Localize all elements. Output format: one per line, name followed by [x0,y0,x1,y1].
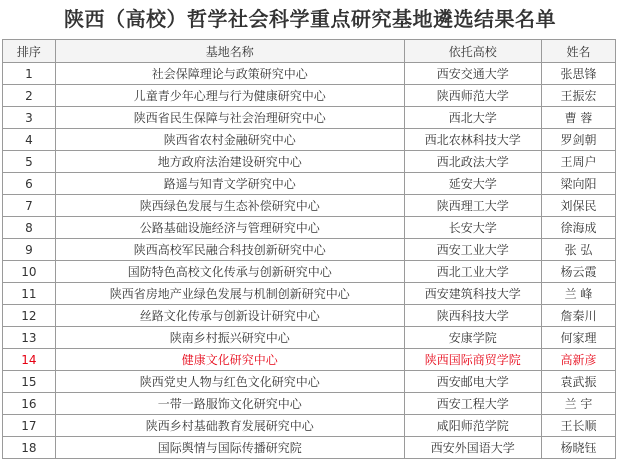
row-rank: 11 [3,283,56,305]
row-host-university: 西安外国语大学 [404,437,541,459]
row-rank: 3 [3,107,56,129]
table-row [3,85,616,107]
table-row [3,437,616,459]
row-base-name: 儿童青少年心理与行为健康研究中心 [55,85,404,107]
table-row [3,239,616,261]
row-base-name: 一带一路服饰文化研究中心 [55,393,404,415]
row-person-name: 杨晓钰 [542,437,616,459]
row-person-name: 詹秦川 [542,305,616,327]
table-body [3,63,616,459]
row-host-university: 延安大学 [404,173,541,195]
row-rank: 1 [3,63,56,85]
row-rank: 2 [3,85,56,107]
row-person-name: 兰 峰 [542,283,616,305]
row-person-name: 曹 蓉 [542,107,616,129]
row-rank: 7 [3,195,56,217]
row-host-university: 西安工程大学 [404,393,541,415]
row-rank: 18 [3,437,56,459]
row-person-name: 徐海成 [542,217,616,239]
row-base-name: 地方政府法治建设研究中心 [55,151,404,173]
row-person-name: 袁武振 [542,371,616,393]
row-rank: 13 [3,327,56,349]
row-host-university: 西北农林科技大学 [404,129,541,151]
table-row [3,393,616,415]
row-person-name: 杨云霞 [542,261,616,283]
table-row [3,173,616,195]
table-row [3,151,616,173]
row-person-name: 罗剑朝 [542,129,616,151]
row-person-name: 王长顺 [542,415,616,437]
row-base-name: 社会保障理论与政策研究中心 [55,63,404,85]
row-person-name: 张思锋 [542,63,616,85]
row-base-name: 国防特色高校文化传承与创新研究中心 [55,261,404,283]
table-row [3,327,616,349]
row-host-university: 安康学院 [404,327,541,349]
row-host-university: 西安邮电大学 [404,371,541,393]
row-host-university: 陕西理工大学 [404,195,541,217]
table-row [3,371,616,393]
table-row [3,129,616,151]
row-base-name: 健康文化研究中心 [55,349,404,371]
row-host-university: 西安工业大学 [404,239,541,261]
table-row [3,305,616,327]
header-person-name: 姓名 [542,40,616,63]
row-rank: 6 [3,173,56,195]
row-person-name: 何家理 [542,327,616,349]
results-table [2,39,616,459]
table-row [3,107,616,129]
table-row [3,63,616,85]
row-base-name: 路遥与知青文学研究中心 [55,173,404,195]
table-row [3,283,616,305]
row-rank: 9 [3,239,56,261]
row-base-name: 公路基础设施经济与管理研究中心 [55,217,404,239]
row-rank: 17 [3,415,56,437]
row-host-university: 陕西科技大学 [404,305,541,327]
row-person-name: 张 弘 [542,239,616,261]
table-row [3,349,616,371]
row-rank: 12 [3,305,56,327]
row-person-name: 王周户 [542,151,616,173]
row-base-name: 陕西高校军民融合科技创新研究中心 [55,239,404,261]
row-host-university: 陕西国际商贸学院 [404,349,541,371]
row-host-university: 西安交通大学 [404,63,541,85]
row-base-name: 国际舆情与国际传播研究院 [55,437,404,459]
row-person-name: 高新彦 [542,349,616,371]
row-rank: 15 [3,371,56,393]
row-host-university: 长安大学 [404,217,541,239]
row-person-name: 王振宏 [542,85,616,107]
row-host-university: 咸阳师范学院 [404,415,541,437]
row-base-name: 陕西省房地产业绿色发展与机制创新研究中心 [55,283,404,305]
row-person-name: 刘保民 [542,195,616,217]
row-base-name: 陕西党史人物与红色文化研究中心 [55,371,404,393]
row-rank: 5 [3,151,56,173]
row-host-university: 西北政法大学 [404,151,541,173]
row-base-name: 陕西乡村基础教育发展研究中心 [55,415,404,437]
page-title: 陕西（高校）哲学社会科学重点研究基地遴选结果名单 [64,7,556,31]
table-row [3,415,616,437]
table-row [3,195,616,217]
header-rank: 排序 [3,40,56,63]
table-header-row [3,40,616,63]
header-host-university: 依托高校 [404,40,541,63]
row-host-university: 西北大学 [404,107,541,129]
row-person-name: 梁向阳 [542,173,616,195]
row-person-name: 兰 宇 [542,393,616,415]
row-base-name: 陕南乡村振兴研究中心 [55,327,404,349]
row-rank: 10 [3,261,56,283]
row-base-name: 陕西省农村金融研究中心 [55,129,404,151]
row-rank: 8 [3,217,56,239]
table-row [3,217,616,239]
header-base-name: 基地名称 [55,40,404,63]
table-row [3,261,616,283]
row-host-university: 西安建筑科技大学 [404,283,541,305]
row-host-university: 西北工业大学 [404,261,541,283]
row-base-name: 陕西绿色发展与生态补偿研究中心 [55,195,404,217]
row-host-university: 陕西师范大学 [404,85,541,107]
row-rank: 14 [3,349,56,371]
row-rank: 4 [3,129,56,151]
row-base-name: 陕西省民生保障与社会治理研究中心 [55,107,404,129]
row-rank: 16 [3,393,56,415]
row-base-name: 丝路文化传承与创新设计研究中心 [55,305,404,327]
